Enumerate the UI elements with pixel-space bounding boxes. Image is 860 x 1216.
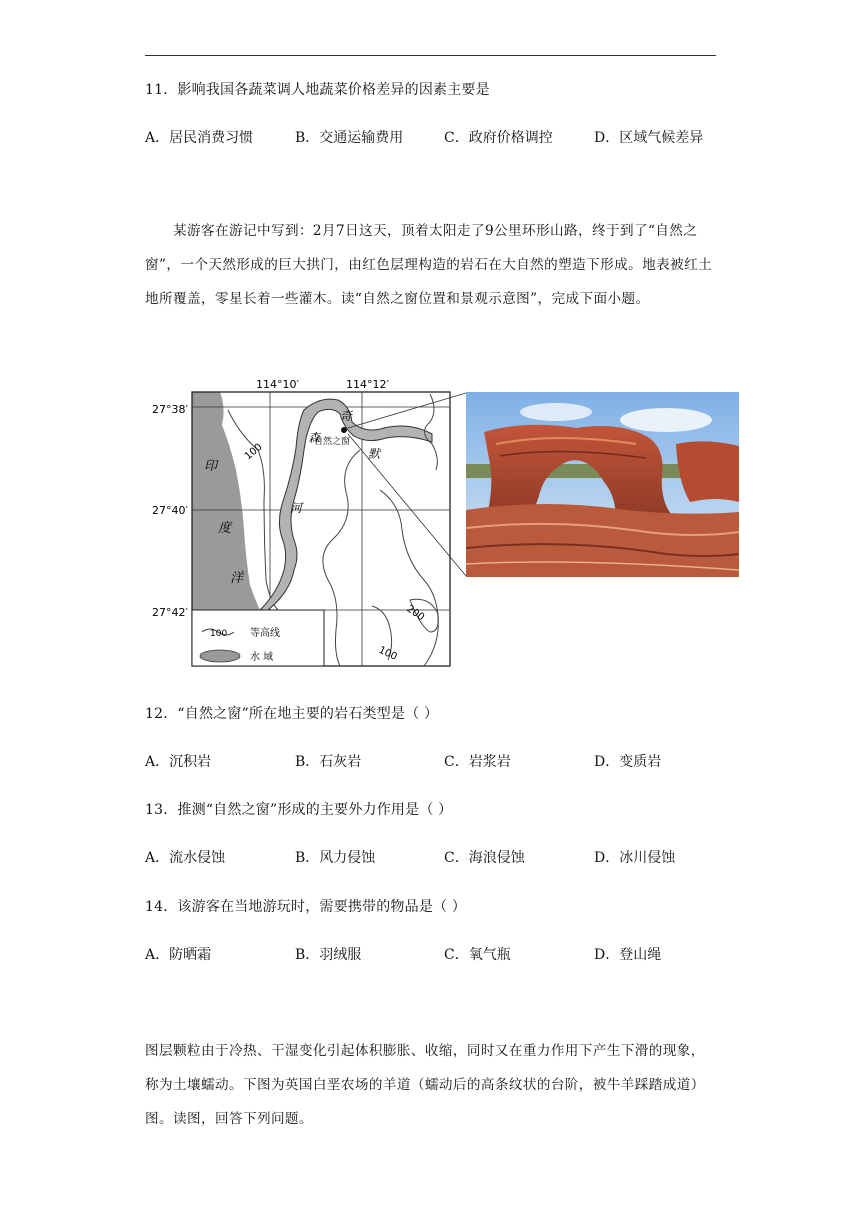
q13-option-b[interactable]: B．风力侵蚀 bbox=[295, 850, 376, 866]
river-char-1: 森 bbox=[308, 431, 321, 445]
question-13-stem: 13．推测“自然之窗”形成的主要外力作用是（ ） bbox=[145, 802, 453, 818]
location-map bbox=[140, 370, 475, 680]
q12-option-c[interactable]: C．岩浆岩 bbox=[444, 754, 511, 770]
question-12-stem: 12．“自然之窗”所在地主要的岩石类型是（ ） bbox=[145, 706, 439, 722]
legend-water-label: 水 域 bbox=[250, 652, 274, 663]
lat-label-1: 27°38′ bbox=[152, 403, 188, 416]
place-char-1: 奇 bbox=[340, 409, 353, 423]
legend-contour-sample: 100 bbox=[210, 629, 228, 639]
place-char-2: 默 bbox=[368, 447, 381, 461]
river-char-2: 河 bbox=[290, 501, 303, 515]
q14-option-a[interactable]: A．防晒霜 bbox=[145, 947, 212, 963]
ocean-char-3: 洋 bbox=[230, 571, 244, 586]
q14-option-b[interactable]: B．羽绒服 bbox=[295, 947, 362, 963]
passage-soil-creep: 图层颗粒由于冷热、干湿变化引起体积膨胀、收缩，同时又在重力作用下产生下滑的现象，称为土壤蠕动。下图为英国白垩农场的羊道（蠕动后的高条纹状的台阶，被牛羊踩踏成道）图。读图，回答下列问题。 bbox=[145, 1043, 705, 1127]
lon-label-1: 114°10′ bbox=[256, 378, 299, 391]
question-11-stem: 11．影响我国各蔬菜调人地蔬菜价格差异的因素主要是 bbox=[145, 82, 490, 98]
q13-option-d[interactable]: D．冰川侵蚀 bbox=[594, 850, 676, 866]
q14-option-c[interactable]: C．氧气瓶 bbox=[444, 947, 511, 963]
question-14-stem: 14．该游客在当地游玩时，需要携带的物品是（ ） bbox=[145, 899, 467, 915]
natural-window-photo bbox=[466, 392, 739, 577]
q11-option-d[interactable]: D．区域气候差异 bbox=[594, 130, 704, 146]
header-rule bbox=[145, 55, 716, 56]
contour-label-100a: 100 bbox=[242, 441, 265, 463]
q12-option-d[interactable]: D．变质岩 bbox=[594, 754, 662, 770]
q11-option-b[interactable]: B．交通运输费用 bbox=[295, 130, 404, 146]
q11-option-a[interactable]: A．居民消费习惯 bbox=[145, 130, 254, 146]
q12-option-b[interactable]: B．石灰岩 bbox=[295, 754, 362, 770]
lat-label-2: 27°40′ bbox=[152, 504, 188, 517]
q11-option-c[interactable]: C．政府价格调控 bbox=[444, 130, 553, 146]
q12-option-a[interactable]: A．沉积岩 bbox=[145, 754, 212, 770]
q14-option-d[interactable]: D．登山绳 bbox=[594, 947, 662, 963]
contour-label-200: 200 bbox=[404, 603, 427, 624]
passage-travel-notes: 某游客在游记中写到：2月7日这天，顶着太阳走了9公里环形山路，终于到了“自然之窗”，一个天然形成的巨大拱门，由红色层理构造的岩石在大自然的塑造下形成。地表被红土地所覆盖，零星长着一些灌木。读“自然之窗位置和景观示意图”，完成下面小题。 bbox=[145, 223, 713, 307]
ocean-char-2: 度 bbox=[218, 521, 232, 536]
site-label: 自然之窗 bbox=[314, 437, 351, 447]
legend-contour-label: 等高线 bbox=[250, 628, 280, 639]
q13-option-c[interactable]: C．海浪侵蚀 bbox=[444, 850, 525, 866]
ocean-char-1: 印 bbox=[204, 459, 218, 474]
lat-label-3: 27°42′ bbox=[152, 606, 188, 619]
site-marker bbox=[341, 427, 347, 433]
q13-option-a[interactable]: A．流水侵蚀 bbox=[145, 850, 226, 866]
contour-label-100b: 100 bbox=[376, 644, 399, 663]
lon-label-2: 114°12′ bbox=[346, 378, 389, 391]
ocean-area bbox=[192, 392, 260, 610]
